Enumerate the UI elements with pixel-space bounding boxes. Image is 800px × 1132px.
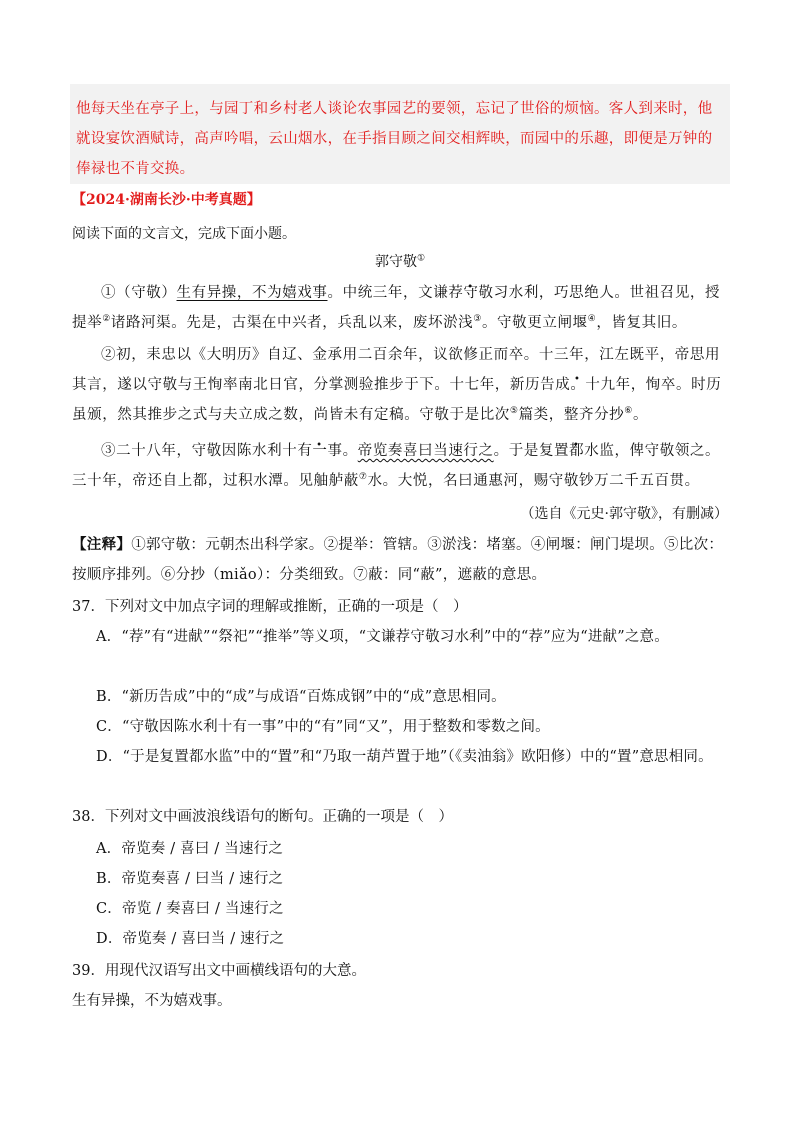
- dotted-char-zhi: 置: [554, 443, 570, 459]
- question-38-option-d[interactable]: D．帝览奏 / 喜曰当 / 速行之: [96, 931, 285, 947]
- question-38-option-b[interactable]: B．帝览奏喜 / 曰当 / 速行之: [96, 871, 284, 887]
- p2-part: 。: [632, 407, 649, 423]
- p1-part: 。中统三年，文谦: [327, 285, 449, 301]
- note-marker: ⑥: [624, 406, 633, 417]
- wavy-underlined-sentence: 帝览奏喜曰当速行之: [357, 443, 494, 459]
- question-37-stem: 37．下列对文中加点字词的理解或推断，正确的一项是（ ）: [72, 599, 468, 615]
- p3-part: 。于是复: [493, 443, 555, 459]
- question-37-option-b[interactable]: B．“新历告成”中的“成”与成语“百炼成钢”中的“成”意思相同。: [96, 689, 506, 705]
- question-38-option-a[interactable]: A．帝览奏 / 喜曰 / 当速行之: [96, 841, 284, 857]
- annotations: [72, 530, 728, 590]
- p3-part: 都水监，俾守敬领之。三十年，帝还自上都，过积水潭。见舳舻蔽: [72, 443, 721, 489]
- p2-part: 篇类，整齐分抄: [518, 407, 625, 423]
- paragraph-3: [72, 436, 728, 496]
- annotations-label: 【注释】: [72, 536, 132, 553]
- dotted-char-jian: 荐: [448, 285, 464, 301]
- instruction: 阅读下面的文言文，完成下面小题。: [72, 226, 296, 242]
- paragraph-1: [72, 278, 728, 338]
- paragraph-2: [72, 340, 728, 430]
- source-tag: 【2024·湖南长沙·中考真题】: [72, 192, 261, 208]
- source-citation: （选自《元史·郭守敬》，有删减）: [520, 506, 728, 522]
- annotations-text: ①郭守敬：元朝杰出科学家。②提举：管辖。③淤浅：堵塞。④闸堰：闸门堤坝。⑤比次：按顺序排列。⑥分抄（miǎo）：分类细致。⑦蔽：同“蔽”，遮蔽的意思。: [72, 537, 724, 583]
- note-marker: ④: [587, 314, 597, 325]
- question-37-option-a[interactable]: A．“荐”有“进献”“祭祀”“推举”等义项，“文谦荐守敬习水利”中的“荐”应为“进献”之意。: [96, 629, 669, 645]
- note-marker: ②: [102, 314, 111, 325]
- translation-box: [70, 84, 730, 184]
- question-38-stem: 38．下列对文中画波浪线语句的断句。正确的一项是（ ）: [72, 809, 453, 825]
- note-marker: ⑦: [358, 472, 368, 483]
- p1-part: ，皆复其旧。: [596, 315, 687, 331]
- p2-part: ②初，耒忠以《大明历》自辽、金承用二百余年，议欲修正而卒。十三年，江左既平，帝思用其言，遂以守敬与王恂率南北日官，分掌测验推步于下。十七年，新历告: [72, 347, 721, 393]
- p2-part: 。十九年，恂卒。时历虽颁，然其推步之式与夫立成之数，尚皆未有定稿。守敬于是比次: [72, 377, 722, 423]
- note-marker: ③: [473, 314, 482, 325]
- question-38-option-c[interactable]: C．帝览 / 奏喜曰 / 当速行之: [96, 901, 284, 917]
- p1-part: 诸路河渠。先是，古渠在中兴者，兵乱以来，废坏淤浅: [110, 315, 474, 331]
- p3-part: ③二十八年，守敬因陈水利十: [101, 443, 298, 459]
- question-37-option-d[interactable]: D．“于是复置都水监”中的“置”和“乃取一葫芦置于地”（《卖油翁》欧阳修）中的“置”意思相同。: [96, 749, 713, 765]
- translation-text: 他每天坐在亭子上，与园丁和乡村老人谈论农事园艺的要领，忘记了世俗的烦恼。客人到来时，他就设宴饮酒赋诗，高声吟唱，云山烟水，在手指目顾之间交相辉映，而园中的乐趣，即便是万钟的俸禄也不肯交换。: [76, 101, 713, 177]
- underlined-sentence: 生有异操，不为嬉戏事: [176, 285, 328, 301]
- note-marker: ⑤: [509, 406, 519, 417]
- p1-part: 。守敬更立闸堰: [481, 315, 588, 331]
- question-39-stem: 39．用现代汉语写出文中画横线语句的大意。: [72, 963, 366, 979]
- passage-title: [0, 251, 800, 271]
- dotted-char-you: 有: [297, 443, 313, 459]
- p1-part: ①（守敬）: [101, 285, 177, 301]
- p1-part: 守敬习水利，巧思绝人。世祖召见，授提举: [72, 285, 721, 331]
- p3-part: 一事。: [312, 443, 358, 459]
- passage-title-text: 郭守敬: [374, 254, 417, 270]
- dotted-char-cheng: 成: [555, 377, 571, 393]
- question-37-option-c[interactable]: C．“守敬因陈水利十有一事”中的“有”同“又”，用于整数和零数之间。: [96, 719, 550, 735]
- title-note-marker: ①: [416, 253, 426, 264]
- p3-part: 水。大悦，名曰通惠河，赐守敬钞万二千五百贯。: [367, 473, 700, 489]
- question-39-sentence: 生有异操，不为嬉戏事。: [72, 993, 232, 1009]
